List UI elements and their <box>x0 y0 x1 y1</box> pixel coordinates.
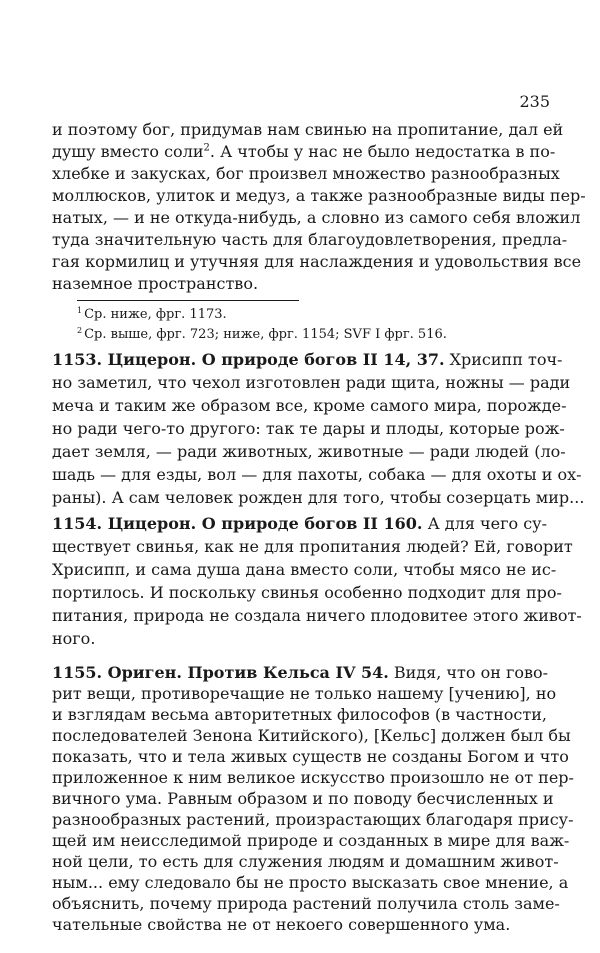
text-line: ным... ему следовало бы не просто высказать свое мнение, а <box>52 873 569 892</box>
text-line: ществует свинья, как не для пропитания людей? Ей, говорит <box>52 537 573 556</box>
text-line: показать, что и тела живых существ не созданы Богом и что <box>52 747 569 766</box>
text-line: хлебке и закусках, бог произвел множество разнообразных <box>52 164 560 183</box>
text-line: вичного ума. Равным образом и по поводу бесчисленных и <box>52 789 554 808</box>
text-line: щей им неисследимой природе и созданных в мире для важ- <box>52 831 570 850</box>
text-line: гая кормилиц и утучняя для наслаждения и удовольствия все <box>52 252 582 271</box>
text-line: дает земля, — ради животных, животные — ради людей (ло- <box>52 442 566 461</box>
text-line: душу вместо соли$^2$. А чтобы у нас не было недостатка в по- <box>52 142 556 161</box>
text-line: Хрисипп, и сама душа дана вместо соли, чтобы мясо не ис- <box>52 560 557 579</box>
text-line: ной цели, то есть для служения людям и домашним живот- <box>52 852 559 871</box>
footnote-1: $^1$ Ср. ниже, фрг. 1173. <box>77 305 227 322</box>
text-line: питания, природа не создала ничего плодовитее этого живот- <box>52 606 582 625</box>
text-line: портилось. И поскольку свинья особенно подходит для про- <box>52 583 562 602</box>
text-line: ного. <box>52 629 96 648</box>
fragment-heading: 1155. Ориген. Против Кельса IV 54. <box>52 663 389 682</box>
text-line: туда значительную часть для благоудовлетворения, предла- <box>52 230 568 249</box>
page-number: 235 <box>519 92 550 111</box>
text-line: последователей Зенона Китийского), [Кельс] должен был бы <box>52 726 571 745</box>
text-line: приложенное к ним великое искусство произошло не от пер- <box>52 768 574 787</box>
text-line: натых, — и не откуда-нибудь, а словно из самого себя вложил <box>52 208 581 227</box>
text-line: шадь — для езды, вол — для пахоты, собака — для охоты и ох- <box>52 465 582 484</box>
text-line: чательные свойства не от некоего совершенного ума. <box>52 915 511 934</box>
footnote-ref: 2 <box>203 142 210 154</box>
text-line: и взглядам весьма авторитетных философов (в частности, <box>52 705 547 724</box>
text-line: разнообразных растений, произрастающих благодаря прису- <box>52 810 574 829</box>
footnote-2: $^2$ Ср. выше, фрг. 723; ниже, фрг. 1154; SVF I фрг. 516. <box>77 325 447 342</box>
footnote-divider <box>77 300 299 301</box>
fragment-heading: 1153. Цицерон. О природе богов II 14, 37. <box>52 350 445 369</box>
text-line: но заметил, что чехол изготовлен ради щита, ножны — ради <box>52 373 571 392</box>
text-line: и поэтому бог, придумав нам свинью на пропитание, дал ей <box>52 120 564 139</box>
text-line: рит вещи, противоречащие не только нашему [учению], но <box>52 684 557 703</box>
text-line: моллюсков, улиток и медуз, а также разнообразные виды пер- <box>52 186 586 205</box>
fragment-heading: 1154. Цицерон. О природе богов II 160. <box>52 514 423 533</box>
text-line: 1155. Ориген. Против Кельса IV 54. Видя, что он гово- <box>52 663 549 682</box>
text-line: объяснить, почему природа растений получила столь заме- <box>52 894 560 913</box>
text-line: раны). А сам человек рожден для того, чтобы созерцать мир... <box>52 488 585 507</box>
text-line: 1154. Цицерон. О природе богов II 160. А для чего су- <box>52 514 547 533</box>
text-line: но ради чего-то другого: так те дары и плоды, которые рож- <box>52 419 565 438</box>
text-line: наземное пространство. <box>52 274 259 293</box>
text-line: меча и таким же образом все, кроме самого мира, порожде- <box>52 396 567 415</box>
text-line: 1153. Цицерон. О природе богов II 14, 37. Хрисипп точ- <box>52 350 563 369</box>
